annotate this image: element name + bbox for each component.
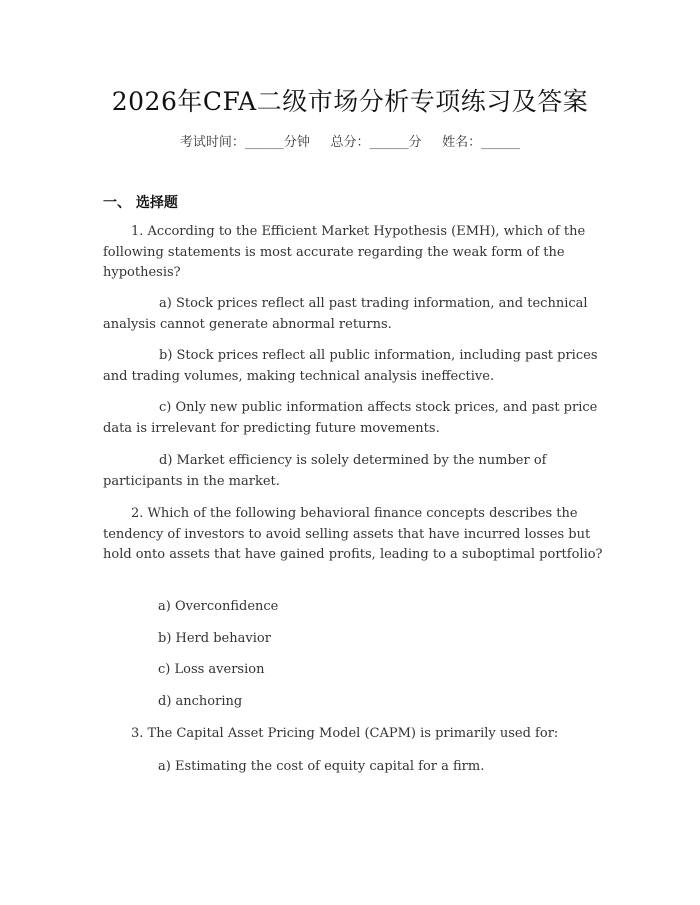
question-1-option-c: c) Only new public information affects stock prices, and past price data is irrelevant for predicting future movements.: [103, 400, 598, 436]
question-1-option-d: d) Market efficiency is solely determined by the number of participants in the market.: [103, 453, 547, 489]
question-2-option-b: b) Herd behavior: [158, 631, 271, 646]
exam-meta-line: 考试时间：______分钟 总分：______分 姓名：______: [179, 135, 521, 150]
question-1: 1. According to the Efficient Market Hypothesis (EMH), which of the following statements is most accurate regarding the weak form of the hypothesis?: [103, 224, 586, 280]
question-2: 2. Which of the following behavioral finance concepts describes the tendency of investors to avoid selling assets that have incurred losses but hold onto assets that have gained profits, leading to a suboptimal portfolio?: [103, 506, 603, 562]
question-3-option-a: a) Estimating the cost of equity capital for a firm.: [158, 759, 485, 774]
section-heading: 一、 选择题: [103, 195, 178, 211]
question-1-option-b: b) Stock prices reflect all public information, including past prices and trading volumes, making technical analysis ineffective.: [103, 348, 598, 384]
question-2-option-c: c) Loss aversion: [158, 662, 265, 677]
question-2-option-d: d) anchoring: [158, 694, 243, 709]
document-title: 2026年CFA二级市场分析专项练习及答案: [111, 87, 589, 116]
question-2-option-a: a) Overconfidence: [158, 599, 279, 614]
question-1-option-a: a) Stock prices reflect all past trading information, and technical analysis cannot generate abnormal returns.: [103, 296, 588, 332]
question-3: 3. The Capital Asset Pricing Model (CAPM) is primarily used for:: [131, 726, 559, 741]
